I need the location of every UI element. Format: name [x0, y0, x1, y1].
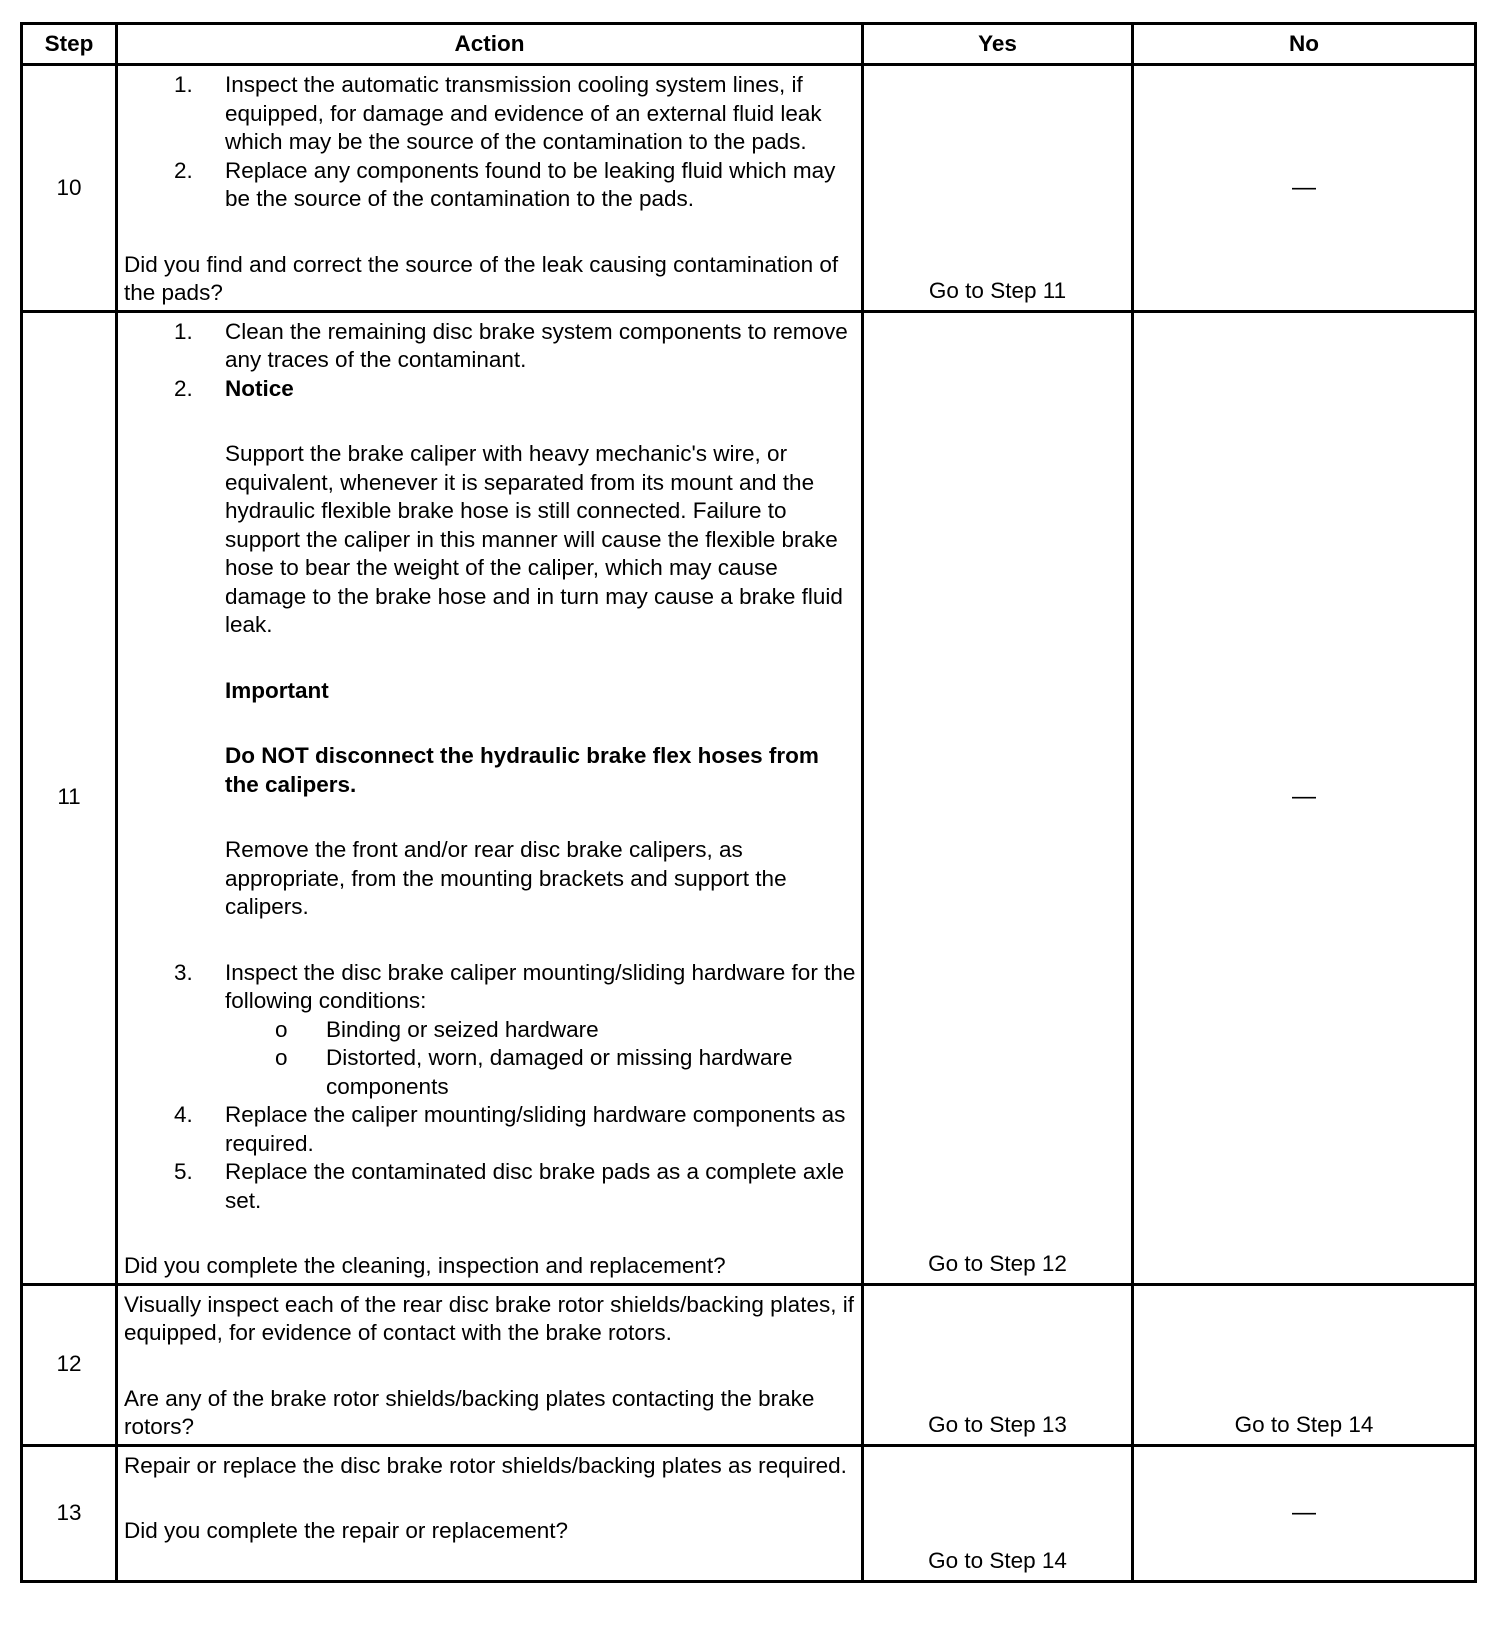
action-list [124, 318, 857, 1216]
diagnostic-table [20, 22, 1477, 1583]
condition-text: Distorted, worn, damaged or missing hardware components [326, 1045, 793, 1099]
item-number: 5. [174, 1159, 193, 1184]
table-row [22, 65, 1476, 312]
step-question: Are any of the brake rotor shields/backing plates contacting the brake rotors? [124, 1385, 815, 1439]
table-row [22, 311, 1476, 1284]
notice-text: Support the brake caliper with heavy mechanic's wire, or equivalent, whenever it is separated from its mount and the hydraulic flexible brake hose is still connected. Failure to support the caliper in this manner will cause the flexible brake hose to bear the weight of the caliper, which may cause damage to the brake hose and in turn may cause a brake fluid leak. [225, 441, 843, 637]
yes-result: Go to Step 11 [863, 65, 1133, 312]
bullet: o [275, 1016, 288, 1042]
no-result: Go to Step 14 [1133, 1284, 1476, 1445]
list-item [124, 1101, 857, 1158]
step-number: 11 [22, 311, 117, 1284]
action-text: Visually inspect each of the rear disc brake rotor shields/backing plates, if equipped, for evidence of contact with the brake rotors. [124, 1291, 854, 1345]
list-item [124, 375, 857, 959]
table-row [22, 1445, 1476, 1581]
bullet: o [275, 1045, 288, 1070]
condition-item [225, 1016, 857, 1045]
item-text: Inspect the disc brake caliper mounting/sliding hardware for the following conditions: [225, 959, 856, 1013]
action-text: Repair or replace the disc brake rotor shields/backing plates as required. [124, 1452, 847, 1478]
important-text: Do NOT disconnect the hydraulic brake flex hoses from the calipers. [225, 743, 819, 797]
header-step: Step [22, 24, 117, 65]
action-list [124, 71, 857, 214]
list-item [124, 959, 857, 1102]
table-row [22, 1284, 1476, 1445]
item-number: 4. [174, 1102, 193, 1127]
item-text: Replace the contaminated disc brake pads as a complete axle set. [225, 1159, 845, 1213]
item-text: Remove the front and/or rear disc brake calipers, as appropriate, from the mounting brackets and support the calipers. [225, 837, 787, 919]
yes-result: Go to Step 13 [863, 1284, 1133, 1445]
item-number: 1. [174, 72, 193, 97]
step-question: Did you complete the cleaning, inspection and replacement? [124, 1253, 726, 1278]
list-item [124, 71, 857, 157]
item-text: Replace the caliper mounting/sliding hardware components as required. [225, 1102, 846, 1156]
item-text: Replace any components found to be leaking fluid which may be the source of the contamination to the pads. [225, 157, 836, 211]
action-cell [117, 1284, 863, 1445]
action-cell [117, 311, 863, 1284]
step-number: 10 [22, 65, 117, 312]
notice-title: Notice [225, 375, 294, 401]
condition-item [225, 1044, 857, 1101]
condition-text: Binding or seized hardware [326, 1016, 599, 1042]
header-no: No [1133, 24, 1476, 65]
item-text: Clean the remaining disc brake system components to remove any traces of the contaminant. [225, 318, 848, 372]
yes-result: Go to Step 14 [863, 1445, 1133, 1581]
header-yes: Yes [863, 24, 1133, 65]
action-cell [117, 65, 863, 312]
no-result: — [1133, 65, 1476, 312]
item-number: 3. [174, 959, 193, 985]
list-item [124, 157, 857, 214]
step-number: 12 [22, 1284, 117, 1445]
list-item [124, 318, 857, 375]
no-result: — [1133, 1445, 1476, 1581]
step-question: Did you complete the repair or replacement? [124, 1518, 568, 1543]
step-number: 13 [22, 1445, 117, 1581]
yes-result: Go to Step 12 [863, 311, 1133, 1284]
item-number: 2. [174, 375, 193, 401]
no-result: — [1133, 311, 1476, 1284]
step-question: Did you find and correct the source of the leak causing contamination of the pads? [124, 251, 839, 305]
list-item [124, 1158, 857, 1215]
important-title: Important [225, 677, 329, 703]
item-text: Inspect the automatic transmission cooling system lines, if equipped, for damage and evidence of an external fluid leak which may be the source of the contamination to the pads. [225, 72, 822, 154]
header-action: Action [117, 24, 863, 65]
header-row [22, 24, 1476, 65]
item-number: 1. [174, 318, 193, 344]
condition-list [225, 1016, 857, 1102]
action-cell [117, 1445, 863, 1581]
item-number: 2. [174, 157, 193, 183]
